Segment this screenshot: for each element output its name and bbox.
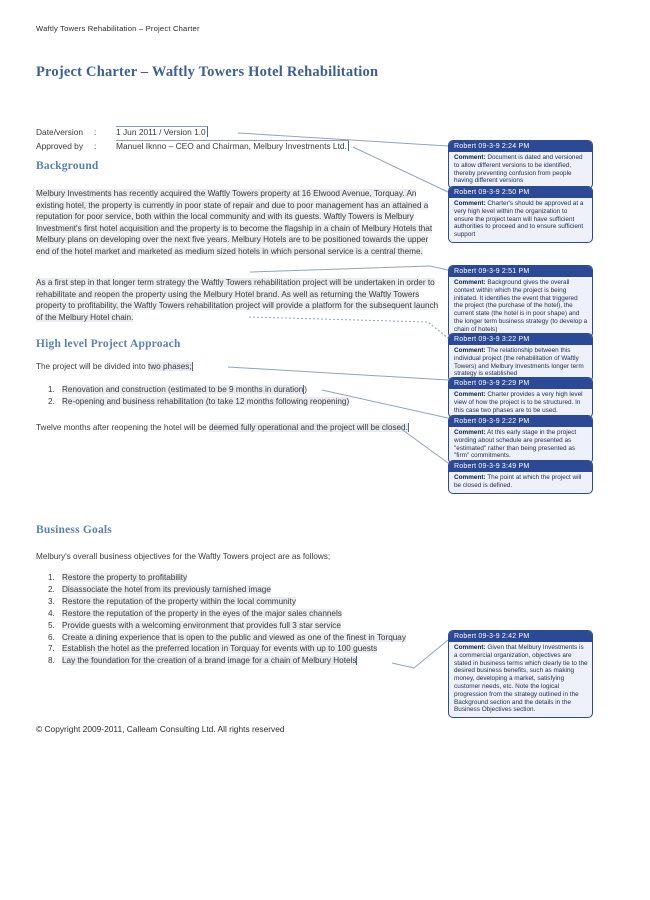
list-number: 1. [48, 573, 55, 582]
meta-date-row [36, 126, 349, 140]
comment-author-timestamp: Robert 09-3-9 2:51 PM [449, 266, 592, 277]
list-number: 4. [48, 608, 55, 618]
comment-body: Comment: At this early stage in the project wording about schedule are presented as "estimated" rather than being presented as "firm" commitments. [454, 429, 577, 460]
comment-author-timestamp: Robert 09-3-9 2:22 PM [449, 416, 592, 427]
document-header: Waftly Towers Rehabilitation – Project Charter [36, 24, 200, 33]
comment-balloon[interactable] [448, 333, 593, 382]
list-item [36, 620, 456, 632]
list-item-text: Provide guests with a welcoming environment that provides full 3 star service [62, 620, 341, 630]
commented-text-range: As a first step in that longer term strategy the Waftly Towers rehabilitation project will be undertaken in order to rehabilitate and reopen the property using the Melbury Hotel brand. As well as returning the Waftly Towers property to profitability, the Waftly Towers rehabilitation project will provide a platform for the subsequent launch of the Melbury Hotel chain. [36, 278, 439, 322]
meta-block [36, 126, 349, 153]
background-paragraph-1 [36, 188, 442, 257]
section-heading-background: Background [36, 160, 99, 172]
comment-balloon[interactable] [448, 265, 593, 338]
list-number: 2. [48, 584, 55, 594]
comment-balloon[interactable] [448, 415, 593, 464]
list-number: 2. [48, 396, 55, 406]
list-item-text: Disassociate the hotel from its previously tarnished image [62, 584, 271, 594]
comment-body: Comment: Given that Melbury Investments is a commercial organization, objectives are stated in business terms which clearly tie to the desired business benefits, such as making money, developing a market, satisfying customer needs, etc. Note the logical progression from the strategy outlined in the Background section and the details in the Business Objectives section. [454, 644, 588, 714]
date-version-label: Date/version [36, 127, 84, 137]
list-number: 3. [48, 596, 55, 606]
comment-body: Comment: Charter's should be approved at a very high level within the organization to ensure the project team will have sufficient authorities to proceed and to ensure sufficient support [454, 200, 584, 239]
commented-text-range: Melbury Investments has recently acquired the Waftly Towers property at 16 Elwood Avenue, Torquay. An existing hotel, the property is currently in poor state of repair and due to poor management has an attained a reputation for poor service, both within the local community and with its guests. Waftly Towers is Melbury Investment's first hotel acquisition and the property is to become the flagship in a chain of Melbury Hotels that Melbury plans on developing over the next five years. Melbury Hotels are to be positioned towards the upper end of the hotel market and marketed as medium sized hotels in which personal service is a central theme. [36, 189, 433, 256]
list-item [36, 643, 456, 655]
date-version-value: 1 Jun 2011 / Version 1.0 [116, 127, 206, 137]
approved-by-label: Approved by [36, 140, 84, 151]
commented-text-range: deemed fully operational and the project will be closed. [208, 423, 408, 432]
intro-text: The project will be divided into [36, 362, 148, 371]
comment-body: Comment: The relationship between this individual project (the rehabilitation of Waftly Towers) and Melbury Investments longer term strategy is established [454, 347, 584, 378]
comment-balloon[interactable] [448, 460, 593, 494]
list-number: 1. [48, 385, 55, 394]
copyright-notice: © Copyright 2009-2011, Calleam Consulting Ltd. All rights reserved [36, 724, 285, 734]
section-heading-goals: Business Goals [36, 524, 112, 536]
comment-connector-line [353, 147, 448, 192]
comment-balloon[interactable] [448, 186, 593, 243]
commented-text-range: two phases; [147, 362, 192, 371]
list-item [36, 396, 442, 408]
comment-balloon[interactable] [448, 630, 593, 718]
page-title: Project Charter – Waftly Towers Hotel Rehabilitation [36, 64, 379, 80]
list-item-text: Restore the reputation of the property within the local community [62, 596, 296, 606]
list-item-text: Restore the reputation of the property in the eyes of the major sales channels [62, 608, 342, 618]
colon: : [94, 140, 97, 151]
list-number: 5. [48, 620, 55, 630]
comment-author-timestamp: Robert 09-3-9 2:42 PM [449, 631, 592, 642]
list-item [36, 632, 456, 644]
comment-connector-line [250, 266, 448, 272]
comment-author-timestamp: Robert 09-3-9 2:24 PM [449, 141, 592, 152]
closing-text: Twelve months after reopening the hotel will be [36, 423, 209, 432]
list-item [36, 655, 456, 667]
comment-body: Comment: Document is dated and versioned to allow different versions to be identified, thereby preventing confusion from people having different versions [454, 154, 583, 185]
list-item [36, 384, 442, 396]
list-number: 6. [48, 632, 55, 642]
approach-closing-line [36, 422, 456, 434]
comment-body: Comment: Background gives the overall context within which the project is being initiated. It identifies the event that triggered the project (the purchase of the hotel), the current state (the hotel is in poor shape) and the longer term business strategy (to develop a chain of hotels) [454, 279, 588, 333]
list-item-text: Lay the foundation for the creation of a brand image for a chain of Melbury Hotels [62, 656, 357, 666]
list-item [36, 608, 456, 620]
goals-numbered-list [36, 572, 456, 667]
approved-by-value: Manuel Iknno – CEO and Chairman, Melbury Investments Ltd. [116, 140, 347, 151]
approach-numbered-list [36, 384, 442, 408]
colon: : [94, 127, 97, 137]
comment-body: Comment: Charter provides a very high level view of how the project is to be structured. In this case two phases are to be used. [454, 391, 583, 414]
list-number: 8. [48, 656, 55, 666]
list-item [36, 572, 456, 584]
background-paragraph-2 [36, 277, 442, 323]
list-item [36, 596, 456, 608]
comment-author-timestamp: Robert 09-3-9 2:50 PM [449, 187, 592, 198]
comment-balloon[interactable] [448, 140, 593, 189]
goals-intro-line: Melbury's overall business objectives for the Waftly Towers project are as follows; [36, 552, 331, 561]
list-item-text: Establish the hotel as the preferred location in Torquay for events with up to 100 guests [62, 644, 378, 654]
comment-author-timestamp: Robert 09-3-9 3:22 PM [449, 334, 592, 345]
comment-author-timestamp: Robert 09-3-9 2:29 PM [449, 378, 592, 389]
comment-body: Comment: The point at which the project will be closed is defined. [454, 474, 582, 489]
approach-intro-line [36, 361, 442, 373]
comment-balloon[interactable] [448, 377, 593, 418]
section-heading-approach: High level Project Approach [36, 338, 181, 350]
comment-author-timestamp: Robert 09-3-9 3:49 PM [449, 461, 592, 472]
list-item-text: Re-opening and business rehabilitation (to take 12 months following reopening) [62, 396, 350, 406]
list-item-text: Renovation and construction (estimated to be 9 months in duration) [62, 385, 307, 394]
list-number: 7. [48, 644, 55, 654]
meta-approved-row [36, 140, 349, 154]
list-item-text: Restore the property to profitability [62, 573, 188, 582]
list-item-text: Create a dining experience that is open to the public and viewed as one of the finest in Torquay [62, 632, 406, 642]
list-item [36, 584, 456, 596]
